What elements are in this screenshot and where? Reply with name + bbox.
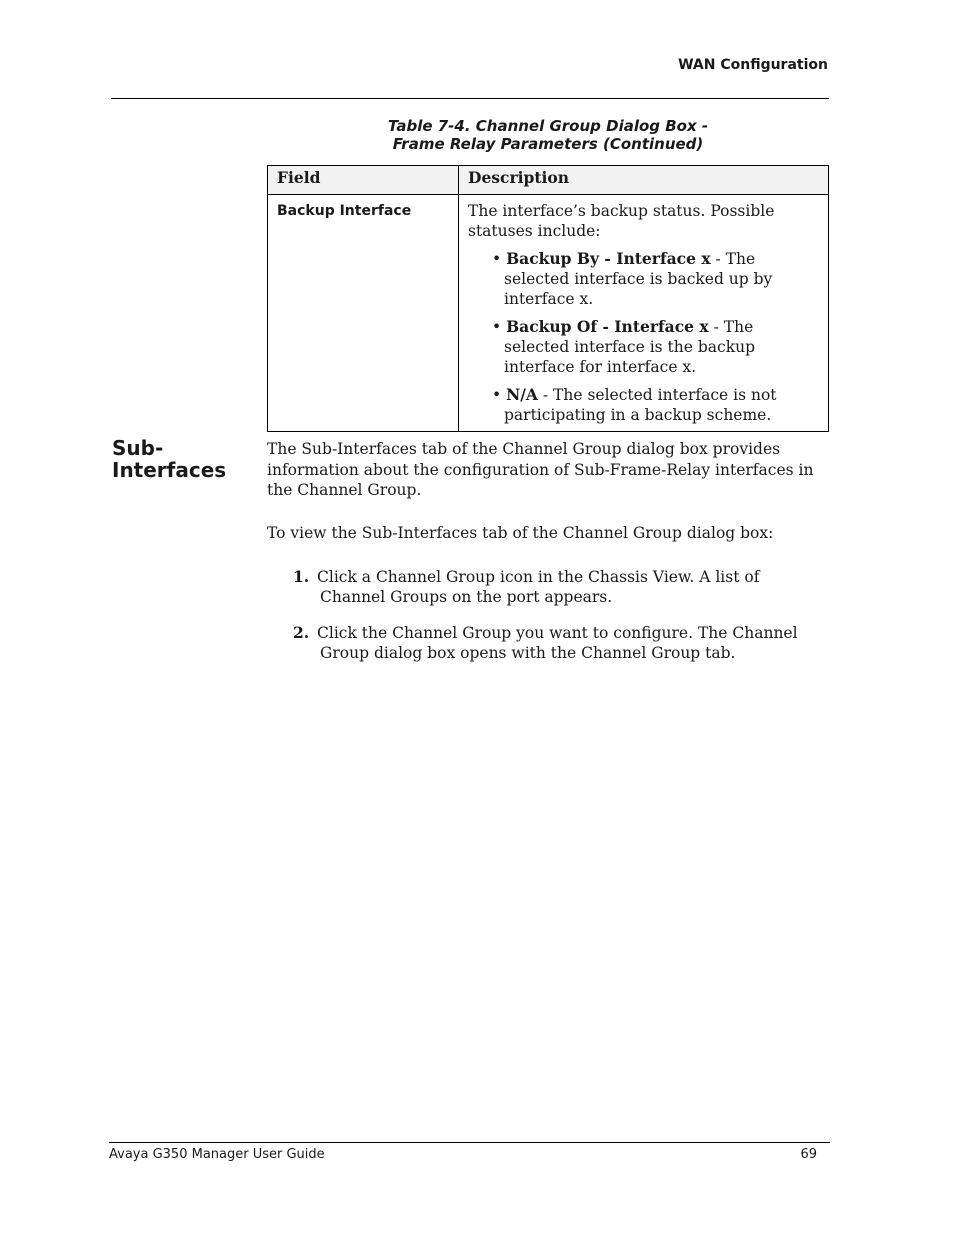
table-row (268, 195, 829, 432)
footer-guide-title: Avaya G350 Manager User Guide (109, 1147, 325, 1162)
procedure-step (293, 567, 828, 607)
instruction-paragraph: To view the Sub-Interfaces tab of the Channel Group dialog box: (267, 524, 774, 542)
step-number: 1. (293, 567, 310, 586)
description-cell (459, 195, 829, 432)
step-number: 2. (293, 623, 310, 642)
status-list-item (492, 249, 819, 309)
column-header-description: Description (459, 166, 829, 195)
field-name-cell: Backup Interface (268, 195, 459, 432)
bullet-icon: • (492, 318, 507, 336)
step-text: Click the Channel Group you want to configure. The Channel Group dialog box opens with the Channel Group tab. (317, 624, 798, 662)
intro-paragraph: The Sub-Interfaces tab of the Channel Group dialog box provides information about the configuration of Sub-Frame-Relay interfaces in the Channel Group. (267, 440, 814, 499)
section-heading-line1: Sub- (112, 436, 164, 460)
table-caption (268, 117, 828, 153)
status-list-item (492, 385, 819, 425)
section-heading-line2: Interfaces (112, 458, 227, 482)
status-text: - The selected interface is backed up by interface x. (504, 250, 773, 308)
status-term: Backup Of - Interface x (506, 317, 709, 336)
page-number: 69 (800, 1147, 817, 1162)
section-heading (112, 437, 252, 481)
footer-rule (109, 1142, 830, 1143)
column-header-field: Field (268, 166, 459, 195)
status-term: Backup By - Interface x (506, 249, 711, 268)
table-caption-line2: Frame Relay Parameters (Continued) (392, 135, 704, 153)
bullet-icon: • (492, 386, 507, 404)
procedure-steps (293, 567, 828, 679)
table-caption-line1: Table 7-4. Channel Group Dialog Box - (387, 117, 709, 135)
description-intro: The interface’s backup status. Possible statuses include: (468, 202, 775, 240)
bullet-icon: • (492, 250, 507, 268)
parameters-table (267, 165, 829, 432)
status-list-item (492, 317, 819, 377)
status-text: - The selected interface is the backup interface for interface x. (504, 318, 755, 376)
table-header-row (268, 166, 829, 195)
step-text: Click a Channel Group icon in the Chassis View. A list of Channel Groups on the port appears. (317, 568, 760, 606)
status-list (468, 249, 819, 425)
status-text: - The selected interface is not participating in a backup scheme. (504, 386, 777, 424)
procedure-step (293, 623, 828, 663)
header-rule (111, 98, 829, 99)
running-header: WAN Configuration (678, 57, 828, 73)
status-term: N/A (506, 385, 538, 404)
